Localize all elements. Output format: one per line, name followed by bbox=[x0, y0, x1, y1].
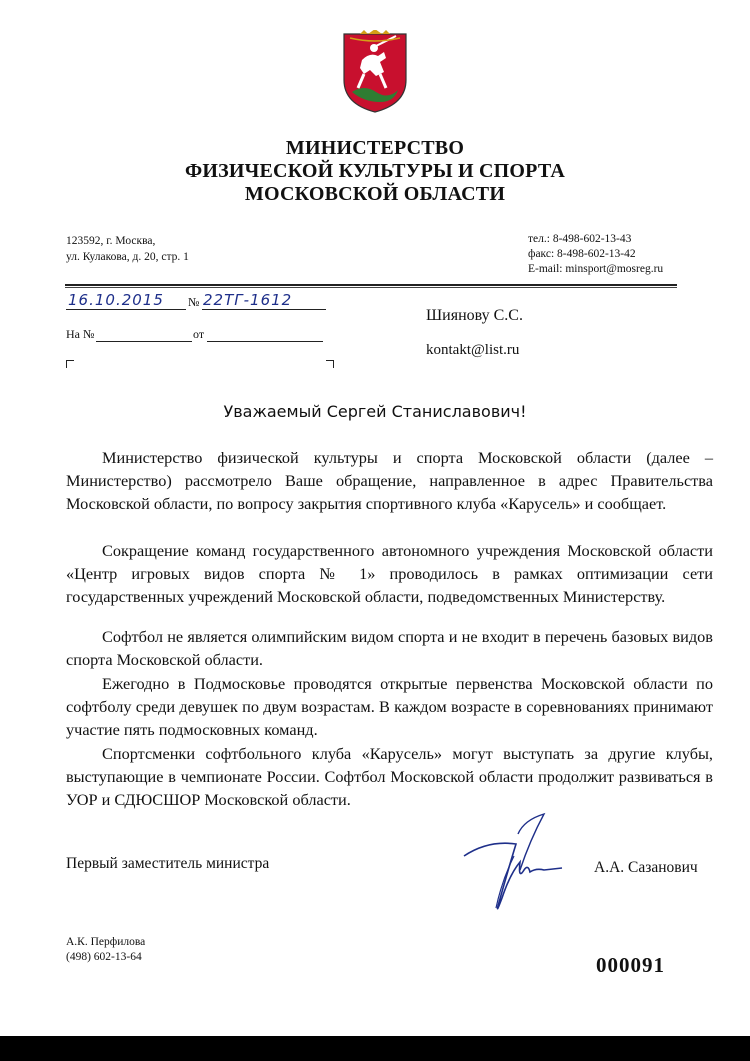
ministry-title-line2: ФИЗИЧЕСКОЙ КУЛЬТУРЫ И СПОРТА bbox=[184, 160, 566, 182]
signer-name: А.А. Сазанович bbox=[594, 859, 698, 876]
executor-name: А.К. Перфилова bbox=[66, 936, 146, 948]
contacts-block bbox=[528, 232, 663, 277]
letter-greeting: Уважаемый Сергей Станиславович! bbox=[223, 402, 527, 421]
executor-block bbox=[66, 935, 145, 965]
reply-to-underline bbox=[96, 341, 192, 342]
handwritten-date: 16.10.2015 bbox=[68, 291, 164, 309]
phone-text: тел.: 8-498-602-13-43 bbox=[528, 233, 632, 245]
coat-of-arms-emblem bbox=[340, 30, 410, 114]
handwritten-signature bbox=[458, 810, 568, 922]
serial-number: 000091 bbox=[596, 953, 665, 977]
letter-paragraph-1: Министерство физической культуры и спорта Московской области (далее – Министерство) рассмотрело Ваше обращение, направленное в адрес Правительства Московской области, по вопросу закрытия спортивного клуба «Карусель» и сообщает. bbox=[66, 448, 713, 513]
corner-mark-right bbox=[326, 360, 334, 368]
ministry-title-line1: МИНИСТЕРСТВО bbox=[285, 137, 465, 159]
letter-paragraph-5: Спортсменки софтбольного клуба «Карусель» могут выступать за другие клубы, выступающие в чемпионате России. Софтбол Московской области продолжит развиваться в УОР и СДЮСШОР Московской области. bbox=[66, 744, 713, 809]
from-label: от bbox=[193, 327, 205, 341]
address-line1: 123592, г. Москва, bbox=[66, 235, 156, 247]
scan-bottom-edge bbox=[0, 1036, 750, 1061]
address-block bbox=[66, 233, 189, 265]
letter-paragraph-4: Ежегодно в Подмосковье проводятся открытые первенства Московской области по софтболу среди девушек по двум возрастам. В каждом возрасте в соревнованиях принимают участие пять подмосковных команд. bbox=[66, 674, 713, 739]
ministry-title-line3: МОСКОВСКОЙ ОБЛАСТИ bbox=[244, 183, 506, 205]
executor-phone: (498) 602-13-64 bbox=[66, 951, 142, 963]
letter-paragraph-2: Сокращение команд государственного автономного учреждения Московской области «Центр игровых видов спорта № 1» проводилось в рамках оптимизации сети государственных учреждений Московской области, подведомственных Министерству. bbox=[66, 541, 713, 606]
address-line2: ул. Кулакова, д. 20, стр. 1 bbox=[66, 251, 189, 263]
header-divider bbox=[65, 284, 677, 286]
recipient-name: Шиянову С.С. bbox=[426, 307, 523, 324]
reply-to-label: На № bbox=[66, 327, 95, 341]
letter-paragraph-3: Софтбол не является олимпийским видом спорта и не входит в перечень базовых видов спорта Московской области. bbox=[66, 627, 713, 669]
recipient-email: kontakt@list.ru bbox=[426, 342, 520, 358]
signer-position: Первый заместитель министра bbox=[66, 855, 270, 872]
corner-mark-left bbox=[66, 360, 74, 368]
date-underline bbox=[66, 309, 186, 310]
number-label: № bbox=[188, 295, 200, 309]
email-text: E-mail: minsport@mosreg.ru bbox=[528, 263, 664, 275]
header-divider-thin bbox=[65, 287, 677, 288]
fax-text: факс: 8-498-602-13-42 bbox=[528, 248, 636, 260]
number-underline bbox=[202, 309, 326, 310]
from-underline bbox=[207, 341, 323, 342]
handwritten-number: 22ТГ-1612 bbox=[203, 291, 293, 309]
